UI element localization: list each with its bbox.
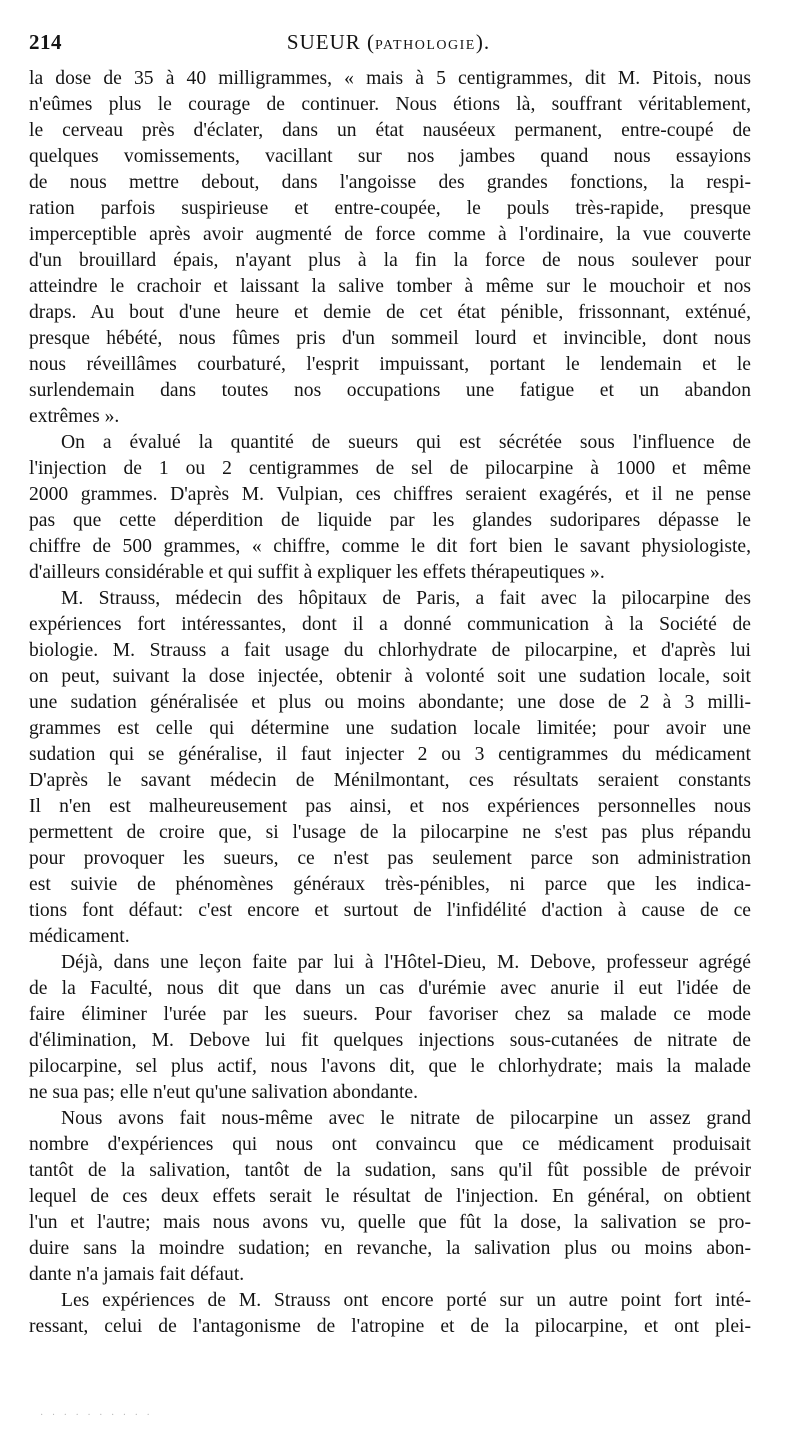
paragraph-start-line: Les expériences de M. Strauss ont encore porté sur un autre point fort inté-: [61, 1290, 751, 1311]
text-line: on peut, suivant la dose injectée, obtenir à volonté soit une sudation locale, soit: [29, 666, 751, 687]
text-line: l'un et l'autre; mais nous avons vu, quelle que fût la dose, la salivation se pro-: [29, 1212, 751, 1233]
running-title: [29, 30, 748, 55]
page-number: 214: [29, 30, 62, 54]
text-line: atteindre le crachoir et laissant la salive tomber à même sur le mouchoir et nos: [29, 276, 751, 297]
text-line: expériences fort intéressantes, dont il a donné communication à la Société de: [29, 614, 751, 635]
text-line: de la Faculté, nous dit que dans un cas d'urémie avec anurie il eut l'idée de: [29, 978, 751, 999]
text-line: pas que cette déperdition de liquide par les glandes sudoripares dépasse le: [29, 510, 751, 531]
text-line: l'injection de 1 ou 2 centigrammes de sel de pilocarpine à 1000 et même: [29, 458, 751, 479]
running-title-main: SUEUR (: [286, 30, 375, 54]
text-line: tions font défaut: c'est encore et surtout de l'infidélité d'action à cause de ce: [29, 900, 751, 921]
text-line: ne sua pas; elle n'eut qu'une salivation abondante.: [29, 1082, 419, 1103]
text-line: le cerveau près d'éclater, dans un état nauséeux permanent, entre-coupé de: [29, 120, 751, 141]
text-line: dante n'a jamais fait défaut.: [29, 1264, 245, 1285]
paragraph-start-line: M. Strauss, médecin des hôpitaux de Paris, a fait avec la pilocarpine des: [61, 588, 751, 609]
text-line: la dose de 35 à 40 milligrammes, « mais à 5 centigrammes, dit M. Pitois, nous: [29, 68, 751, 89]
text-line: faire éliminer l'urée par les sueurs. Pour favoriser chez sa malade ce mode: [29, 1004, 751, 1025]
text-line: d'un brouillard épais, n'ayant plus à la fin la force de nous soulever pour: [29, 250, 751, 271]
text-line: nous réveillâmes courbaturé, l'esprit impuissant, portant le lendemain et le: [29, 354, 751, 375]
paragraph-start-line: On a évalué la quantité de sueurs qui est sécrétée sous l'influence de: [61, 432, 751, 453]
text-line: D'après le savant médecin de Ménilmontant, ces résultats seraient constants: [29, 770, 751, 791]
text-line: presque hébété, nous fûmes pris d'un sommeil lourd et invincible, dont nous: [29, 328, 751, 349]
paragraph-start-line: Nous avons fait nous-même avec le nitrate de pilocarpine un assez grand: [61, 1108, 751, 1129]
text-line: une sudation généralisée et plus ou moins abondante; une dose de 2 à 3 milli-: [29, 692, 751, 713]
text-line: surlendemain dans toutes nos occupations une fatigue et un abandon: [29, 380, 751, 401]
text-line: biologie. M. Strauss a fait usage du chlorhydrate de pilocarpine, et d'après lui: [29, 640, 751, 661]
text-line: tantôt de la salivation, tantôt de la sudation, sans qu'il fût possible de prévoir: [29, 1160, 751, 1181]
text-line: de nous mettre debout, dans l'angoisse des grandes fonctions, la respi-: [29, 172, 751, 193]
body-text: [29, 66, 751, 1340]
text-line: lequel de ces deux effets serait le résultat de l'injection. En général, on obtient: [29, 1186, 751, 1207]
text-line: pour provoquer les sueurs, ce n'est pas seulement parce son administration: [29, 848, 751, 869]
text-line: ressant, celui de l'antagonisme de l'atropine et de la pilocarpine, et ont plei-: [29, 1316, 751, 1337]
text-line: duire sans la moindre sudation; en revanche, la salivation plus ou moins abon-: [29, 1238, 751, 1259]
text-line: draps. Au bout d'une heure et demie de cet état pénible, frissonnant, exténué,: [29, 302, 751, 323]
scan-artifact-dots: · · · · · · · · · ·: [40, 1410, 153, 1421]
text-line: grammes est celle qui détermine une sudation locale limitée; pour avoir une: [29, 718, 751, 739]
running-title-small-caps: PATHOLOGIE: [375, 38, 476, 53]
text-line: pilocarpine, sel plus actif, nous l'avons dit, que le chlorhydrate; mais la malade: [29, 1056, 751, 1077]
text-line: Il n'en est malheureusement pas ainsi, et nos expériences personnelles nous: [29, 796, 751, 817]
text-line: d'élimination, M. Debove lui fit quelques injections sous-cutanées de nitrate de: [29, 1030, 751, 1051]
paragraph-start-line: Déjà, dans une leçon faite par lui à l'Hôtel-Dieu, M. Debove, professeur agrégé: [61, 952, 751, 973]
text-line: médicament.: [29, 926, 130, 947]
text-line: est suivie de phénomènes généraux très-pénibles, ni parce que les indica-: [29, 874, 751, 895]
running-title-end: ).: [475, 30, 491, 54]
text-line: d'ailleurs considérable et qui suffit à expliquer les effets thérapeutiques ».: [29, 562, 605, 583]
text-line: quelques vomissements, vacillant sur nos jambes quand nous essayions: [29, 146, 751, 167]
running-header: [29, 30, 748, 60]
text-line: n'eûmes plus le courage de continuer. Nous étions là, souffrant véritablement,: [29, 94, 751, 115]
text-line: extrêmes ».: [29, 406, 120, 427]
text-line: 2000 grammes. D'après M. Vulpian, ces chiffres seraient exagérés, et il ne pense: [29, 484, 751, 505]
text-line: nombre d'expériences qui nous ont convaincu que ce médicament produisait: [29, 1134, 751, 1155]
text-line: sudation qui se généralise, il faut injecter 2 ou 3 centigrammes du médicament: [29, 744, 751, 765]
text-line: imperceptible après avoir augmenté de force comme à l'ordinaire, la vue couverte: [29, 224, 751, 245]
text-line: chiffre de 500 grammes, « chiffre, comme le dit fort bien le savant physiologiste,: [29, 536, 751, 557]
text-line: ration parfois suspirieuse et entre-coupée, le pouls très-rapide, presque: [29, 198, 751, 219]
text-line: permettent de croire que, si l'usage de la pilocarpine ne s'est pas plus répandu: [29, 822, 751, 843]
